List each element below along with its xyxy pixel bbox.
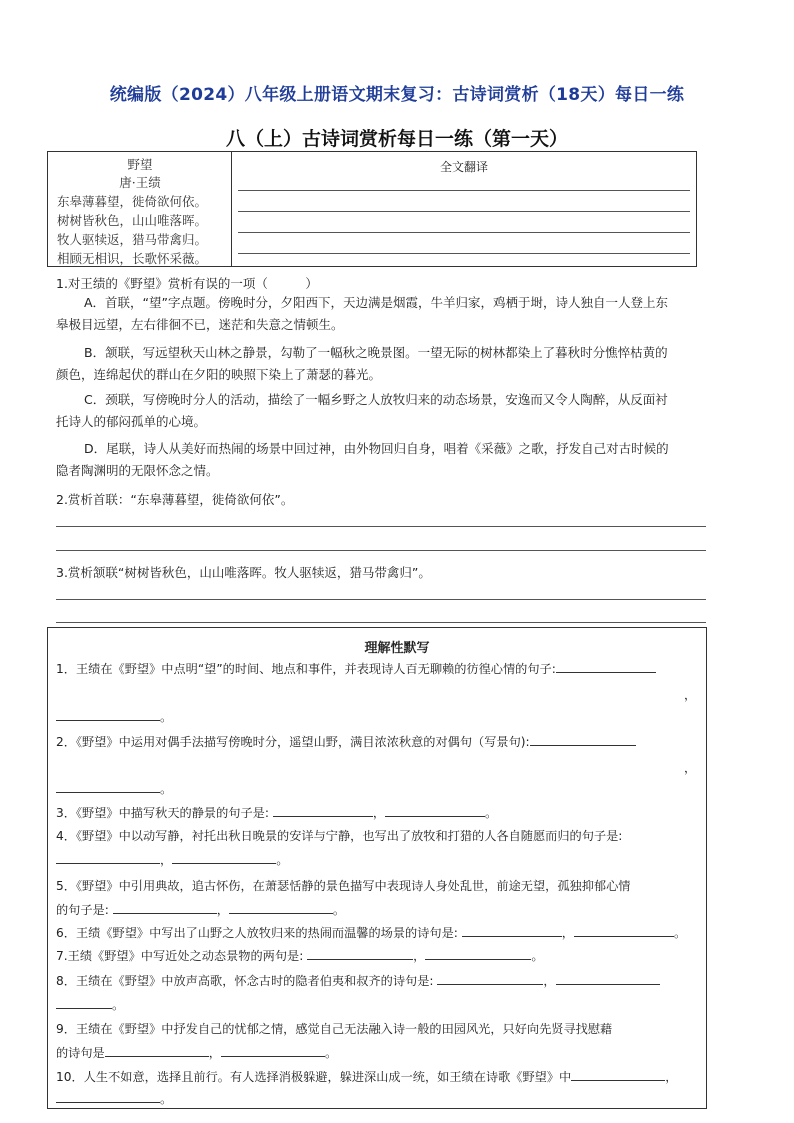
blank[interactable]: [56, 1090, 160, 1103]
blank[interactable]: [56, 780, 160, 793]
blank[interactable]: [425, 947, 531, 960]
option-b-line1[interactable]: B．颔联，写远望秋天山林之静景，勾勒了一幅秋之晚景图。一望无际的树林都染上了暮秋时分憔悴枯黄的: [84, 345, 668, 360]
question-3: 3.赏析颔联“树树皆秋色，山山唯落晖。牧人驱犊返，猎马带禽归”。: [56, 565, 431, 580]
option-d-line1[interactable]: D．尾联，诗人从美好而热闹的场景中回过神，由外物回归自身，唱着《采薇》之歌，抒发自己对古时候的: [84, 441, 669, 456]
dictation-title: 理解性默写: [364, 641, 430, 656]
blank[interactable]: [56, 851, 160, 864]
poem-table: [47, 151, 697, 267]
translation-line[interactable]: [238, 253, 690, 254]
answer-line[interactable]: [56, 622, 706, 623]
blank[interactable]: [172, 851, 276, 864]
poem-line: 树树皆秋色，山山唯落晖。: [57, 213, 208, 228]
blank[interactable]: [113, 901, 217, 914]
blank[interactable]: [229, 901, 333, 914]
dictation-item-5: 5．《野望》中引用典故，追古怀伤，在萧瑟恬静的景色描写中表现诗人身处乱世，前途无望，孤独抑郁心情: [56, 879, 631, 893]
blank[interactable]: [56, 708, 160, 721]
question-2: 2.赏析首联：“东皋薄暮望，徙倚欲何依”。: [56, 492, 294, 507]
worksheet-title: 八（上）古诗词赏析每日一练（第一天）: [225, 128, 568, 150]
dictation-item-4: 4．《野望》中以动写静，衬托出秋日晚景的安详与宁静，也写出了放牧和打猎的人各自随愿而归的句子是:: [56, 829, 623, 843]
option-c-line2: 托诗人的郁闷孤单的心境。: [56, 414, 207, 429]
dictation-item-6: 6．王绩《野望》中写出了山野之人放牧归来的热闹而温馨的场景的诗句是: ， 。: [56, 926, 687, 940]
option-c-line1[interactable]: C．颈联，写傍晚时分人的活动，描绘了一幅乡野之人放牧归来的动态场景，安逸而又令人陶醉，从反面衬: [84, 392, 668, 407]
dictation-item-8: 8．王绩在《野望》中放声高歌，怀念古时的隐者伯夷和叔齐的诗句是: ，: [56, 972, 660, 989]
blank[interactable]: [574, 924, 674, 937]
dictation-item-4-cont: ， 。: [56, 851, 288, 868]
dictation-item-8-cont: 。: [56, 996, 124, 1013]
blank[interactable]: [105, 1044, 209, 1057]
dictation-item-10: 10．人生不如意，选择且前行。有人选择消极躲避，躲进深山成一统，如王绩在诗歌《野望》中 ，: [56, 1070, 678, 1084]
poem-line: 牧人驱犊返，猎马带禽归。: [57, 232, 208, 247]
dictation-item-3: 3．《野望》中描写秋天的静景的句子是: ， 。: [56, 806, 498, 820]
poem-title: 野望: [127, 157, 153, 172]
poem-line: 东皋薄暮望，徙倚欲何依。: [57, 194, 208, 209]
dictation-item-9: 9．王绩在《野望》中抒发自己的忧郁之情，感觉自己无法融入诗一般的田园风光，只好向先贤寻找慰藉: [56, 1022, 613, 1036]
dictation-item-5-cont: 的句子是: ， 。: [56, 903, 346, 917]
document-title: 统编版（2024）八年级上册语文期末复习：古诗词赏析（18天）每日一练: [109, 85, 685, 105]
poem-text-cell: [48, 152, 232, 266]
translation-cell: [232, 152, 696, 266]
blank[interactable]: [556, 972, 660, 985]
question-1: 1.对王绩的《野望》赏析有误的一项（ ）: [56, 276, 318, 291]
blank[interactable]: [437, 972, 543, 985]
punct: ，: [684, 688, 697, 702]
option-d-line2: 隐者陶渊明的无限怀念之情。: [56, 463, 219, 478]
blank[interactable]: [307, 947, 413, 960]
dictation-item-2: 2．《野望》中运用对偶手法描写傍晚时分，遥望山野，满目浓浓秋意的对偶句（写景句):: [56, 733, 636, 750]
blank[interactable]: [462, 924, 562, 937]
blank[interactable]: [56, 996, 112, 1009]
blank[interactable]: [221, 1044, 325, 1057]
dictation-item-2-cont: 。: [56, 780, 172, 797]
answer-line[interactable]: [56, 550, 706, 551]
option-a-line2: 皋极目远望，左右徘徊不已，迷茫和失意之情顿生。: [56, 317, 344, 332]
translation-line[interactable]: [238, 211, 690, 212]
dictation-item-10-cont: 。: [56, 1090, 172, 1107]
poem-author: 唐·王绩: [119, 175, 161, 190]
dictation-item-7: 7.王绩《野望》中写近处之动态景物的两句是: ， 。: [56, 949, 544, 963]
option-a-line1[interactable]: A．首联，“望”字点题。傍晚时分，夕阳西下，天边满是烟霞，牛羊归家，鸡栖于埘，诗人独自一人登上东: [84, 295, 669, 310]
blank[interactable]: [530, 733, 636, 746]
translation-line[interactable]: [238, 190, 690, 191]
blank[interactable]: [385, 804, 485, 817]
poem-line: 相顾无相识，长歌怀采薇。: [57, 251, 208, 266]
blank[interactable]: [571, 1068, 665, 1081]
translation-line[interactable]: [238, 232, 690, 233]
dictation-item-1-cont: 。: [56, 708, 172, 725]
punct: ，: [684, 761, 697, 775]
blank[interactable]: [273, 804, 373, 817]
dictation-item-1: 1．王绩在《野望》中点明“望”的时间、地点和事件，并表现诗人百无聊赖的彷徨心情的句子:: [56, 660, 656, 677]
option-b-line2: 颜色，连绵起伏的群山在夕阳的映照下染上了萧瑟的暮光。: [56, 367, 382, 382]
dictation-item-9-cont: 的诗句是 ， 。: [56, 1046, 338, 1060]
translation-header: 全文翻译: [439, 160, 488, 174]
answer-line[interactable]: [56, 526, 706, 527]
blank[interactable]: [556, 660, 656, 673]
answer-line[interactable]: [56, 599, 706, 600]
